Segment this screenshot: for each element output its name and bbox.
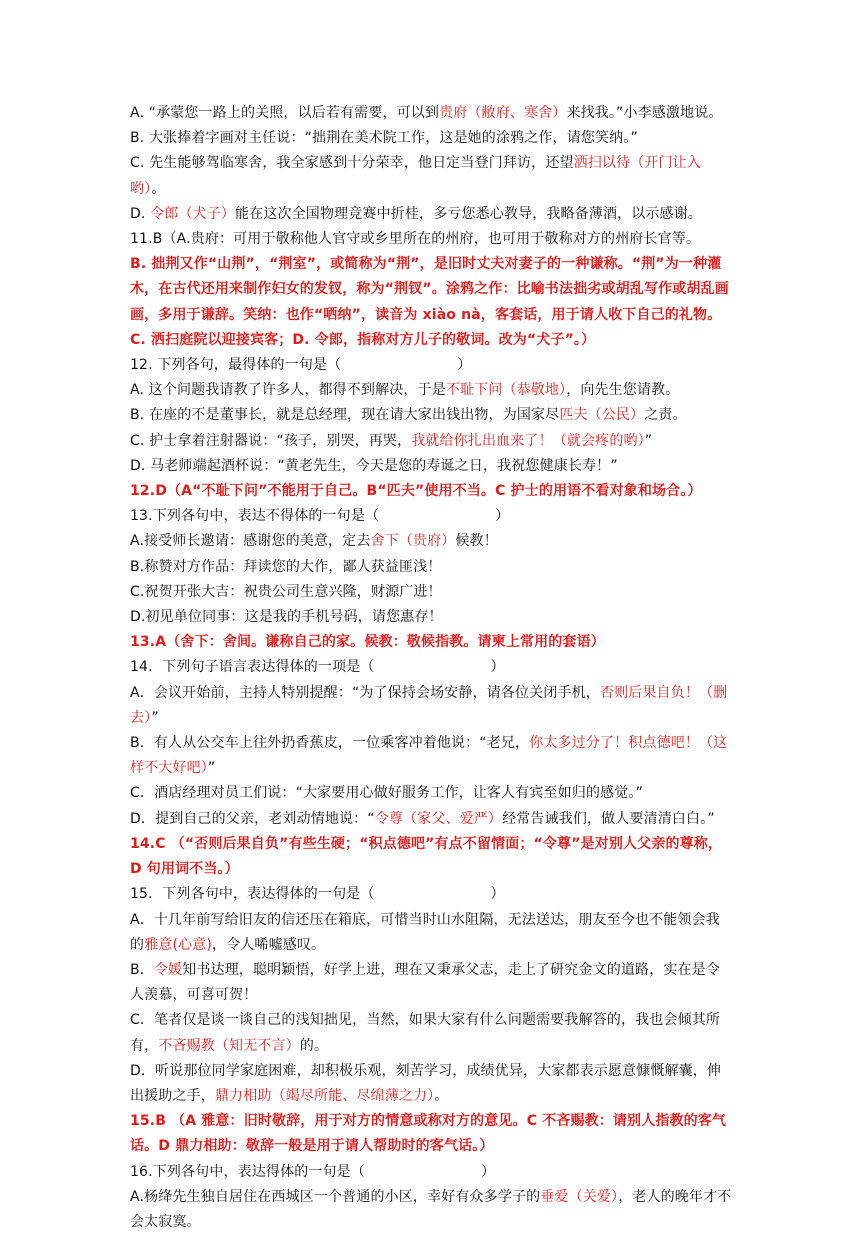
text-segment: A.杨绛先生独自居住在西城区一个普通的小区，幸好有众多学子的	[130, 1188, 541, 1205]
text-segment: B.称赞对方作品：拜读您的大作，鄙人获益匪浅！	[130, 558, 442, 575]
text-line	[130, 731, 732, 781]
text-segment: ）	[457, 357, 472, 374]
text-line	[130, 555, 732, 580]
text-line	[130, 454, 732, 479]
text-segment: 。	[151, 180, 166, 197]
text-segment: ）	[495, 508, 510, 525]
text-line	[130, 580, 732, 605]
text-line	[130, 832, 732, 882]
text-segment: 12. 下列各句，最得体的一句是（	[130, 357, 342, 374]
text-line	[130, 378, 732, 403]
text-segment: A. “承蒙您一路上的关照，以后若有需要，可以到	[130, 105, 440, 121]
annotation-text: 舍下（贵府）	[370, 533, 456, 550]
annotation-text: 贵府（敝府、寒舍）	[439, 105, 567, 121]
text-segment: A．会议开始前，主持人特别提醒：“为了保持会场安静，请各位关闭手机，	[130, 684, 600, 701]
document-body	[130, 101, 732, 1235]
text-segment: B. 大张捧着字画对主任说：“拙荆在美术院工作，这是她的涂鸦之作，请您笑纳。”	[130, 130, 638, 147]
text-segment: 经常告诫我们，做人要清清白白。”	[502, 810, 715, 827]
text-line	[130, 958, 732, 1008]
annotation-text: 12.D（A“不耻下问”不能用于自己。B“匹夫”使用不当。C 护士的用语不看对象和场合。）	[130, 483, 702, 500]
text-segment: A. 这个问题我请教了许多人，都得不到解决，于是	[130, 382, 446, 399]
text-line	[130, 630, 732, 655]
text-segment: 之责。	[644, 407, 687, 424]
text-segment: 来找我。”小李感激地说。	[566, 105, 723, 121]
text-line	[130, 655, 732, 680]
text-segment: D．提到自己的父亲，老刘动情地说：“	[130, 810, 375, 827]
text-segment: ）	[490, 886, 505, 903]
annotation-text: 我就给你扎出血来了！（就会疼的哟）	[411, 432, 645, 449]
text-line	[130, 227, 732, 252]
text-line	[130, 479, 732, 504]
annotation-text: B. 拙荆又作“山荆”，“荆室”，或简称为“荆”，是旧时丈夫对妻子的一种谦称。“荆”为一种灌木，在古代还用来制作妇女的发钗，称为“荆钗”。涂鸦之作：比喻书法拙劣或胡乱写作或胡乱画画，多用于谦辞。笑纳：也作“哂纳”，读音为 xiào nà，客套话，用于请人收下自己的礼物。C. 洒扫庭院以迎接宾客；D. 令郎，指称对方儿子的敬词。改为“犬子”。）	[130, 256, 729, 348]
annotation-text: 洒扫以待（开门让入哟）	[130, 155, 701, 197]
text-segment: D．听说那位同学家庭困难，却积极乐观，刻苦学习，成绩优异，大家都表示愿意慷慨解囊，伸出援助之手，	[130, 1062, 722, 1104]
text-segment: ”	[207, 760, 216, 777]
annotation-text: 令媛	[153, 961, 183, 978]
text-segment: 的。	[299, 1037, 329, 1054]
text-segment: D. 马老师端起酒杯说：“黄老先生，今天是您的寿诞之日，我祝您健康长寿！”	[130, 457, 618, 474]
text-segment: ，令人唏嘘感叹。	[211, 936, 326, 953]
text-line	[130, 202, 732, 227]
text-segment: 。	[434, 1087, 449, 1104]
text-segment: A．十几年前写给旧友的信还压在箱底，可惜当时山水阻隔，无法送达，朋友至今也不能领会我的	[130, 911, 720, 953]
text-segment: ”	[644, 432, 653, 449]
text-line	[130, 151, 732, 201]
text-segment: ，老人的晚年才不会太寂寞。	[130, 1188, 732, 1230]
text-line	[130, 403, 732, 428]
text-segment: A.接受师长邀请：感谢您的美意，定去	[130, 533, 371, 550]
text-segment: 11.B（A.贵府：可用于敬称他人官守或乡里所在的州府，也可用于敬称对方的州府长官等。	[130, 231, 701, 248]
text-line	[130, 252, 732, 353]
text-line	[130, 681, 732, 731]
text-segment: ”	[151, 709, 159, 726]
text-segment: C．酒店经理对员工们说：“大家要用心做好服务工作，让客人有宾至如归的感觉。”	[130, 785, 643, 802]
text-line	[130, 908, 732, 958]
annotation-text: 雅意(心意)	[144, 936, 212, 953]
text-line	[130, 353, 732, 378]
text-segment: C. 先生能够驾临寒舍，我全家感到十分荣幸，他日定当登门拜访，还望	[130, 155, 574, 172]
text-segment: C．笔者仅是谈一谈自己的浅知拙见，当然，如果大家有什么问题需要我解答的，我也会倾其所有，	[130, 1012, 721, 1054]
text-segment: B．有人从公交车上往外扔香蕉皮，一位乘客冲着他说：“老兄，	[130, 735, 530, 752]
annotation-text: 不吝赐教（知无不言）	[158, 1037, 300, 1054]
text-line	[130, 126, 732, 151]
annotation-text: 13.A（舍下：舍间。谦称自己的家。候教：敬候指教。请柬上常用的套语）	[130, 634, 605, 651]
text-segment: 16.下列各句中，表达得体的一句是（	[130, 1163, 365, 1180]
text-segment: C.祝贺开张大吉：祝贵公司生意兴隆，财源广进！	[130, 583, 442, 600]
text-segment: 候教！	[455, 533, 498, 550]
annotation-text: 不耻下问（恭敬地）	[445, 382, 567, 399]
text-segment: ）	[480, 1163, 496, 1180]
text-line	[130, 429, 732, 454]
text-segment: B. 在座的不是董事长，就是总经理，现在请大家出钱出物，为国家尽	[130, 407, 560, 424]
text-line	[130, 781, 732, 806]
text-line	[130, 504, 732, 529]
text-line	[130, 1008, 732, 1058]
annotation-text: 令郎（犬子）	[150, 205, 236, 222]
text-line	[130, 807, 732, 832]
text-line	[130, 1160, 732, 1185]
text-line	[130, 1185, 732, 1235]
annotation-text: 否则后果自负！（删去）	[130, 684, 728, 726]
annotation-text: 鼎力相助（竭尽所能、尽绵薄之力）	[214, 1087, 435, 1104]
text-segment: ）	[490, 659, 505, 676]
text-segment: D.初见单位同事：这是我的手机号码，请您惠存！	[130, 609, 443, 626]
text-segment: C. 护士拿着注射器说：“孩子，别哭，再哭，	[130, 432, 412, 449]
text-line	[130, 605, 732, 630]
text-segment: B．	[130, 961, 154, 978]
text-line	[130, 101, 732, 126]
annotation-text: 令尊（家父、爱严）	[374, 810, 503, 827]
text-segment: ，向先生您请教。	[566, 382, 680, 399]
annotation-text: 垂爱（关爱）	[540, 1188, 619, 1205]
text-segment: 13.下列各句中，表达不得体的一句是（	[130, 508, 380, 525]
annotation-text: 你太多过分了！积点德吧！（这样不大好吧）	[130, 735, 728, 777]
annotation-text: 匹夫（公民）	[559, 407, 645, 424]
text-line	[130, 1059, 732, 1109]
annotation-text: 14.C （“否则后果自负”有些生硬；“积点德吧”有点不留情面；“令尊”是对别人父亲的尊称，D 句用词不当。）	[130, 835, 723, 878]
text-segment: 知书达理，聪明颖悟，好学上进，理在又秉承父志，走上了研究金文的道路，实在是令人羡慕，可喜可贺！	[130, 961, 720, 1004]
annotation-text: 15.B （A 雅意：旧时敬辞，用于对方的情意或称对方的意见。C 不吝赐教：请别人指教的客气话。D 鼎力相助：敬辞一般是用于请人帮助时的客气话。）	[130, 1113, 727, 1155]
text-line	[130, 882, 732, 907]
text-segment: 14．下列句子语言表达得体的一项是（	[130, 659, 375, 676]
text-line	[130, 1109, 732, 1159]
text-segment: 能在这次全国物理竞赛中折桂，多亏您悉心教导，我略备薄酒，以示感谢。	[235, 205, 702, 222]
text-segment: D.	[130, 205, 151, 222]
text-line	[130, 529, 732, 554]
text-segment: 15．下列各句中，表达得体的一句是（	[130, 886, 375, 903]
